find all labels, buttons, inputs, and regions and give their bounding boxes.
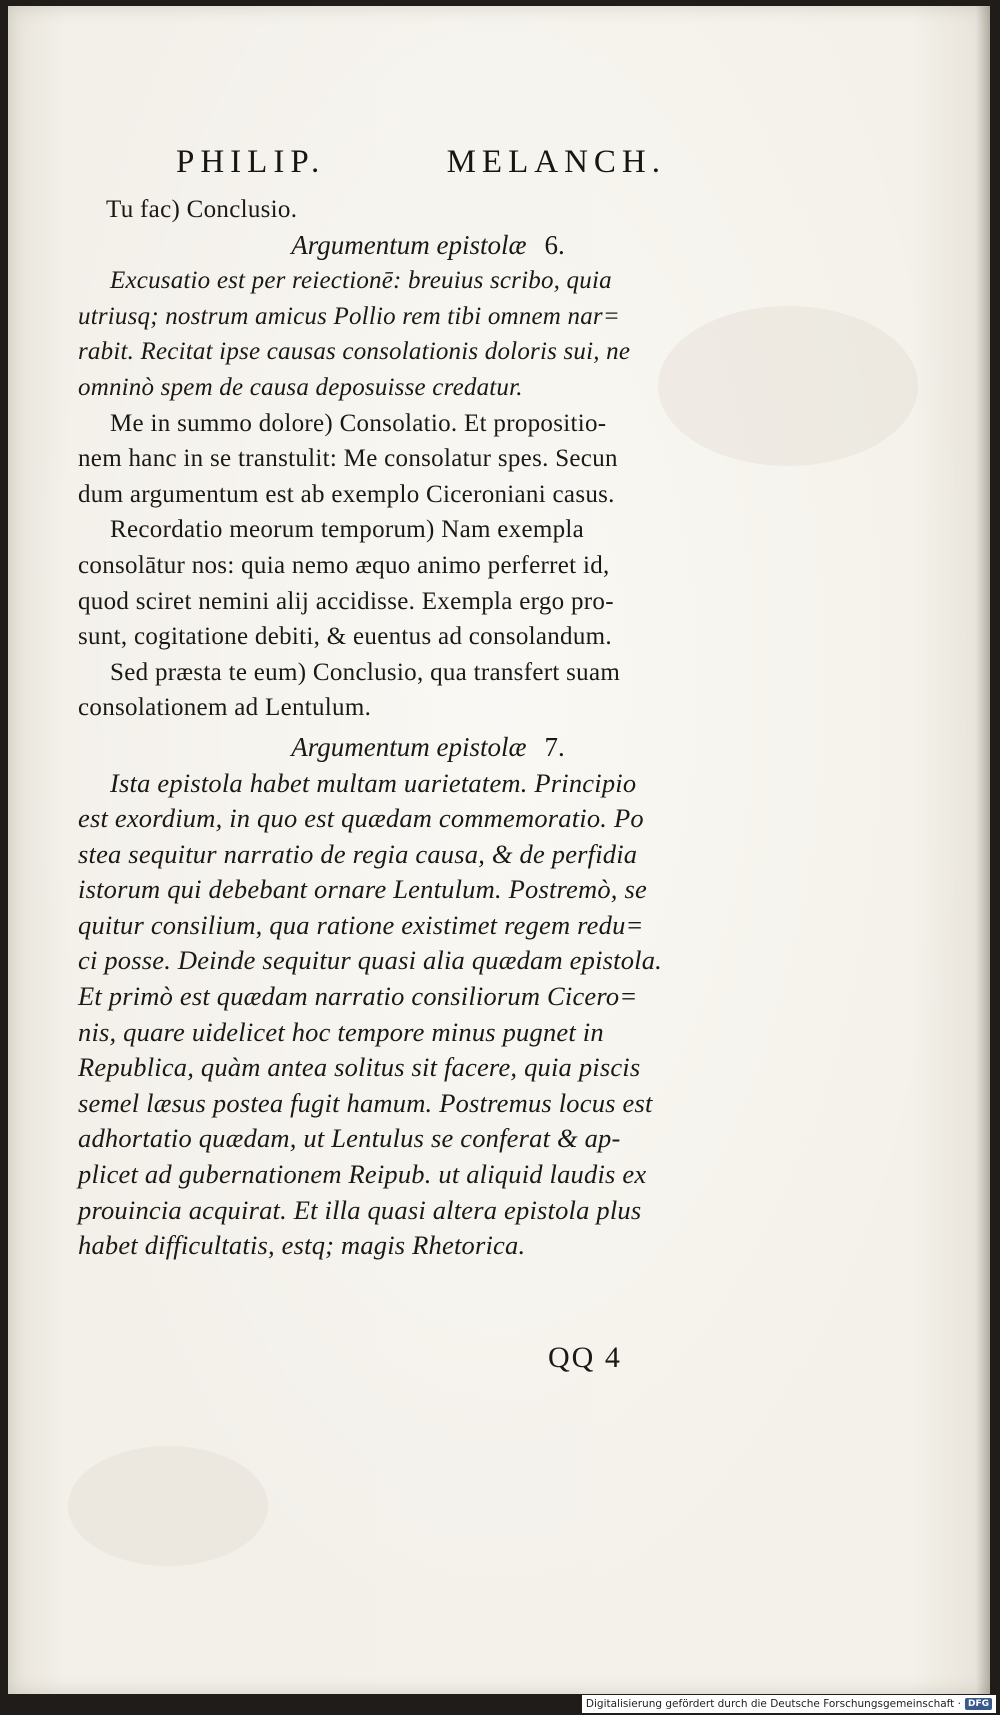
text-line: quod sciret nemini alij accidisse. Exempla ergo pro- — [78, 587, 614, 615]
running-head-right: MELANCH. — [446, 144, 666, 180]
footer-text: Digitalisierung gefördert durch die Deutsche Forschungsgemeinschaft · — [585, 1698, 961, 1710]
text-line: habet difficultatis, estq; magis Rhetorica. — [78, 1230, 526, 1261]
argument-heading-text: Argumentum epistolæ — [291, 731, 527, 762]
page-edge-shadow — [976, 6, 990, 1694]
text-line: Recordatio meorum temporum) Nam exempla — [110, 516, 585, 544]
text-line: rabit. Recitat ipse causas consolationis doloris sui, ne — [78, 338, 631, 366]
text-line: quitur consilium, qua ratione existimet regem redu= — [78, 909, 644, 940]
dfg-logo-icon: DFG — [965, 1698, 992, 1710]
text-line: semel læsus postea fugit hamum. Postremus locus est — [78, 1087, 653, 1118]
text-line: adhortatio quædam, ut Lentulus se conferat & ap- — [78, 1123, 621, 1154]
text-line: Me in summo dolore) Consolatio. Et propositio- — [110, 409, 607, 437]
text-line: Republica, quàm antea solitus sit facere, quia piscis — [78, 1052, 641, 1083]
paper-stain — [68, 1446, 268, 1566]
text-line: stea sequitur narratio de regia causa, & de perfidia — [78, 838, 638, 869]
argument-heading — [78, 228, 778, 264]
text-line: dum argumentum est ab exemplo Ciceroniani casus. — [78, 480, 615, 508]
argument-number: 7. — [544, 731, 565, 762]
text-line: ci posse. Deinde sequitur quasi alia quædam epistola. — [78, 945, 662, 976]
book-page — [8, 6, 990, 1694]
text-line: istorum qui debebant ornare Lentulum. Postremò, se — [78, 874, 647, 905]
argument-number: 6. — [544, 229, 565, 260]
text-line: omninò spem de causa deposuisse credatur. — [78, 373, 523, 401]
text-line: consolātur nos: quia nemo æquo animo perferret id, — [78, 551, 610, 579]
argument-heading — [78, 730, 778, 766]
text-line: sunt, cogitatione debiti, & euentus ad consolandum. — [78, 623, 612, 651]
body-text — [78, 192, 778, 1264]
running-head — [176, 144, 666, 181]
signature-mark: QQ 4 — [548, 1341, 622, 1374]
text-line: Ista epistola habet multam uarietatem. Principio — [110, 767, 637, 798]
argument-heading-text: Argumentum epistolæ — [291, 229, 527, 260]
digitization-footer — [582, 1695, 996, 1713]
text-line: plicet ad gubernationem Reipub. ut aliquid laudis ex — [78, 1159, 647, 1190]
text-line: Sed præsta te eum) Conclusio, qua transfert suam — [110, 658, 621, 686]
text-line: est exordium, in quo est quædam commemoratio. Po — [78, 803, 644, 834]
text-line: nis, quare uidelicet hoc tempore minus pugnet in — [78, 1016, 604, 1047]
text-line: Tu fac) Conclusio. — [106, 196, 298, 223]
text-line: Et primò est quædam narratio consiliorum Cicero= — [78, 981, 638, 1012]
text-line: prouincia acquirat. Et illa quasi altera epistola plus — [78, 1194, 642, 1225]
text-line: nem hanc in se transtulit: Me consolatur spes. Secun — [78, 445, 618, 473]
running-head-left: PHILIP. — [176, 144, 326, 180]
text-line: utriusq; nostrum amicus Pollio rem tibi omnem nar= — [78, 302, 620, 330]
text-line: Excusatio est per reiectionē: breuius scribo, quia — [110, 267, 612, 295]
text-line: consolationem ad Lentulum. — [78, 694, 372, 722]
